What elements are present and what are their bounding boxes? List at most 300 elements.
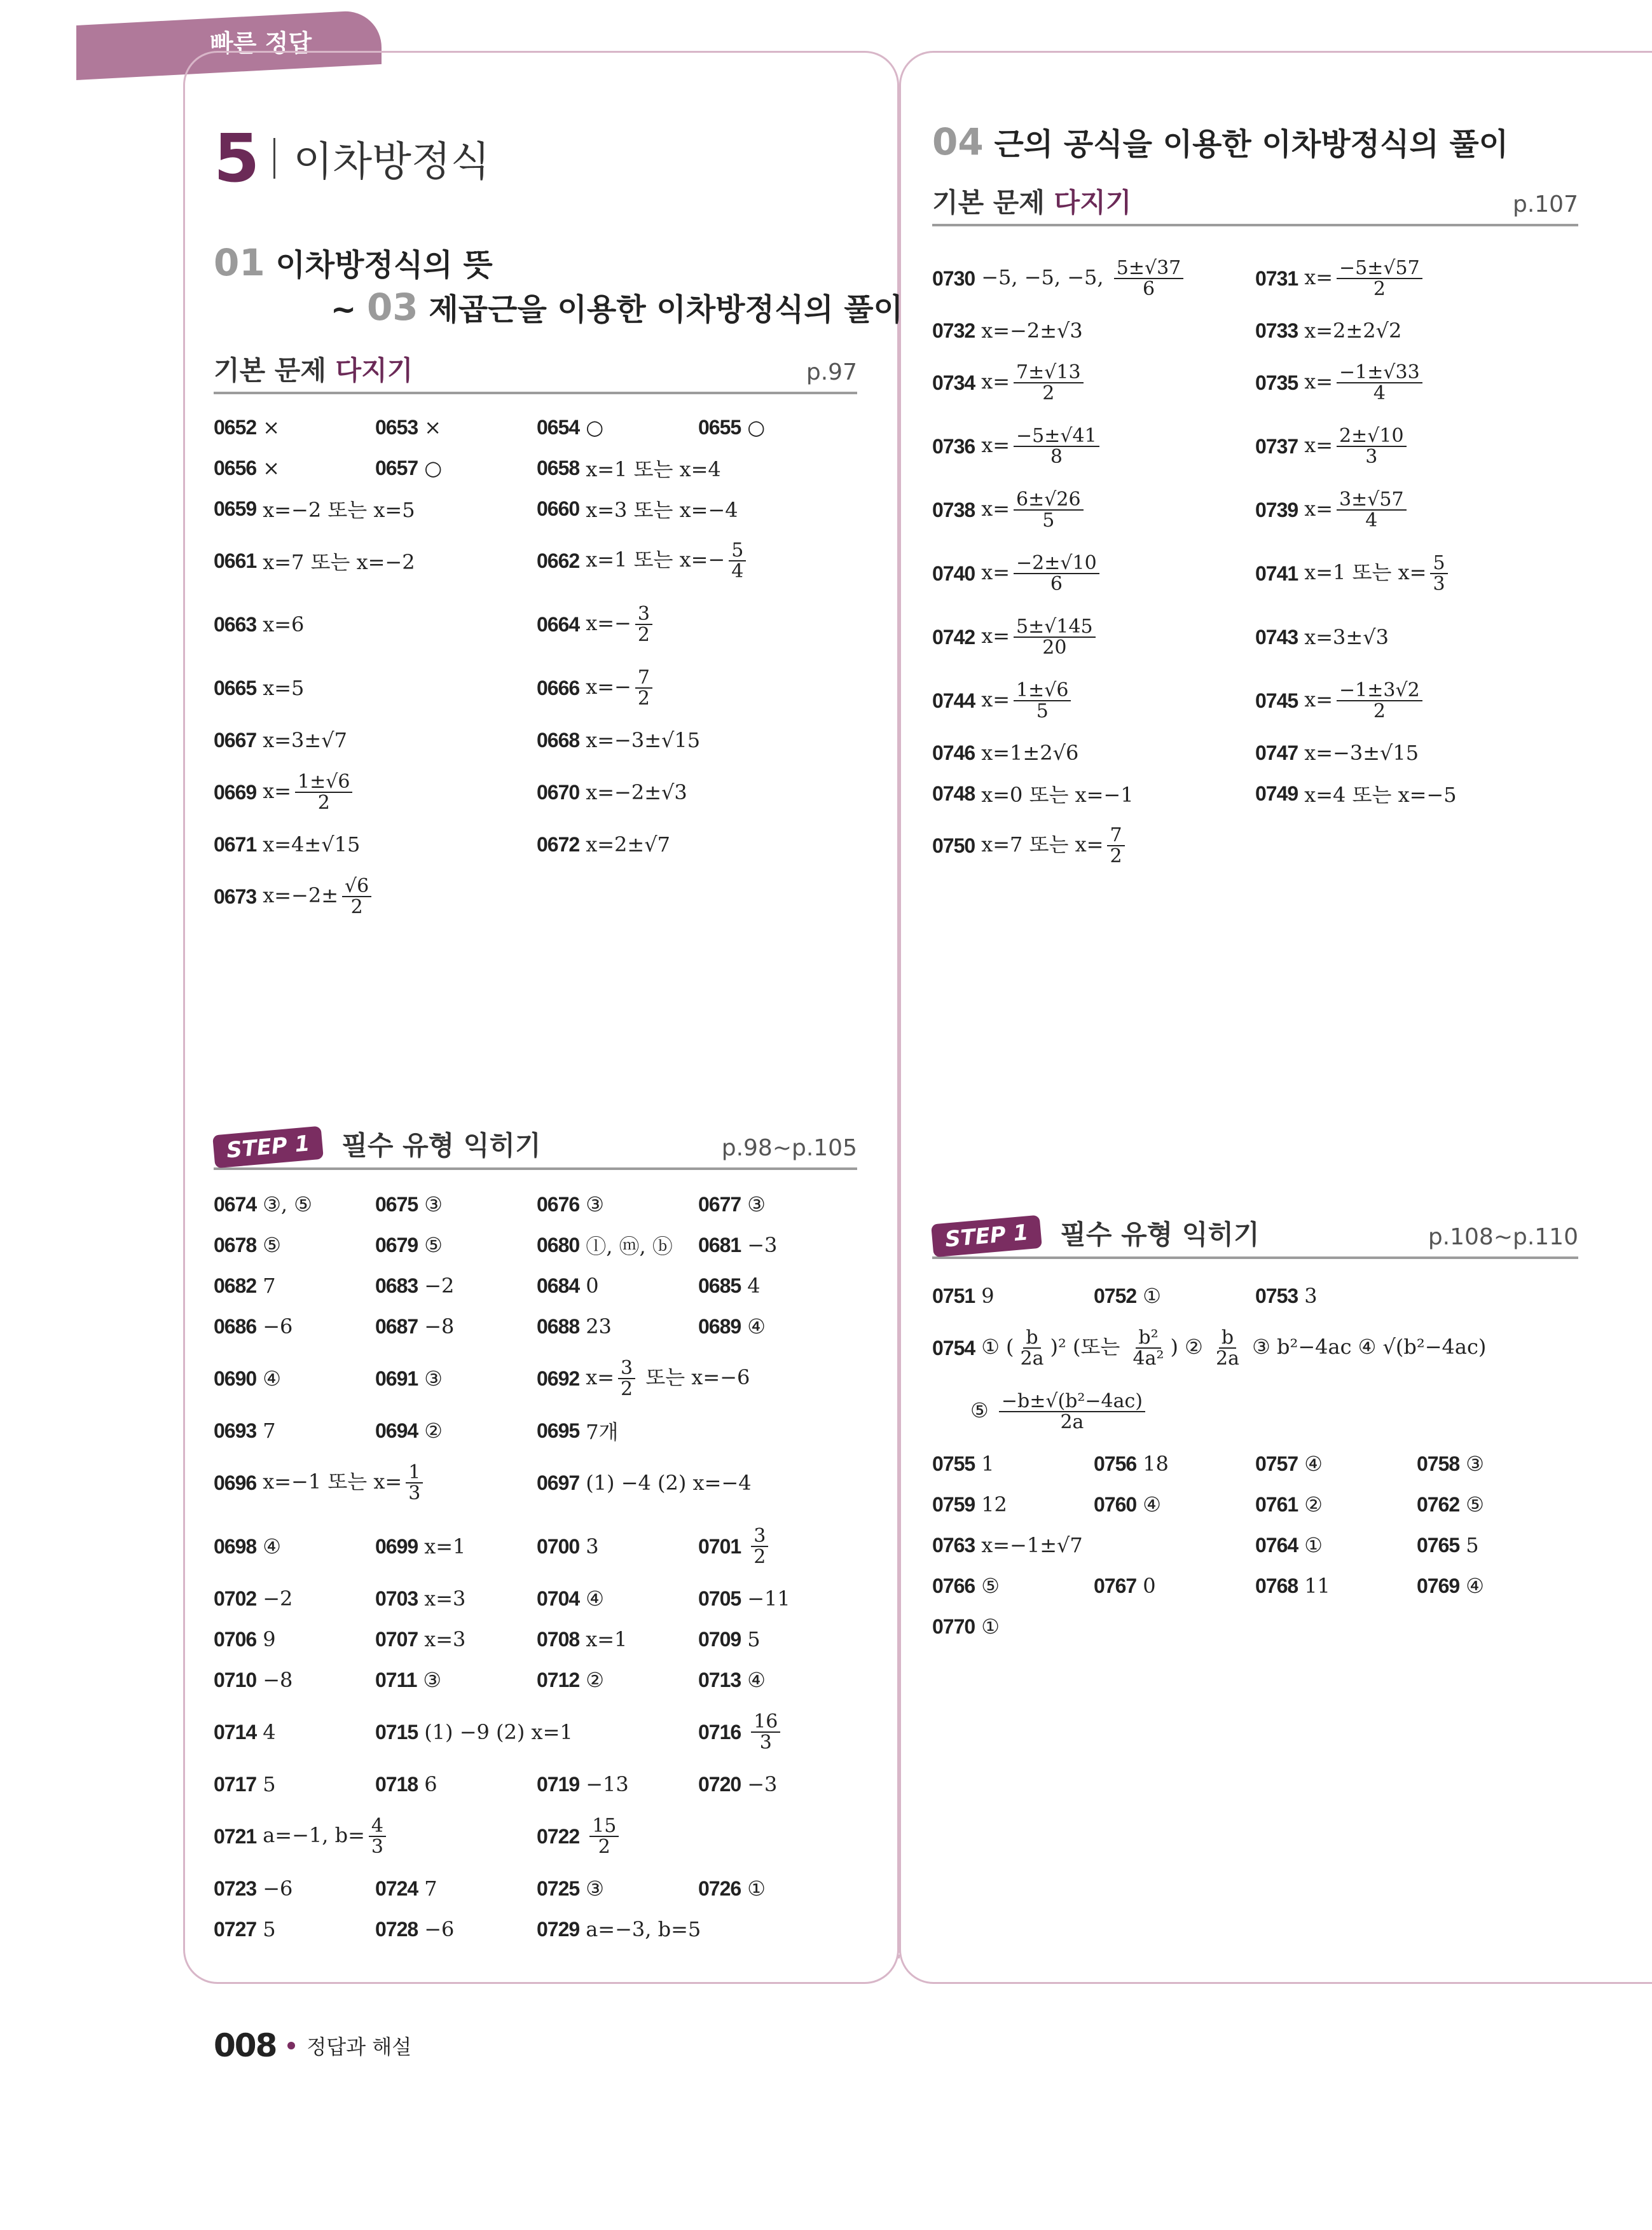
answer-value: x=1 또는 x= $\frac{5}{3}$ [1304,553,1451,595]
answer-item [537,1451,752,1515]
problem-number: 0661 [214,549,257,572]
problem-number: 0720 [698,1772,741,1796]
problem-number: 0667 [214,728,257,752]
answer-item [375,1700,573,1764]
answer-value: ④ [586,1586,604,1611]
problem-number: 0688 [537,1314,580,1338]
answer-item [375,1909,454,1950]
answer-value: 5 [1466,1533,1479,1557]
answer-item [375,1306,454,1347]
answer-item [214,1515,281,1578]
answer-value: ○ [586,415,604,439]
answer-value: 3 [1304,1284,1318,1308]
problem-number: 0654 [537,415,580,439]
problem-number: 0701 [698,1534,741,1558]
answer-value: ⑤ [1466,1492,1484,1517]
answer-grid-step1-left [214,1184,857,1950]
problem-number: 0754 [932,1336,975,1359]
answer-value: x=−3±√15 [586,728,701,752]
problem-number: 0728 [375,1917,418,1941]
problem-number: 0770 [932,1614,975,1638]
answer-value: 5 [747,1627,761,1651]
problem-number: 0668 [537,728,580,752]
answer-value: x=1 또는 x=4 [586,457,721,481]
problem-number: 0683 [375,1274,418,1297]
problem-number: 0764 [1255,1533,1298,1557]
answer-value: −2 [263,1586,293,1611]
answer-value: a=−1, b= $\frac{4}{3}$ [263,1816,390,1857]
answer-value: x=2±√7 [586,832,670,857]
problem-number: 0741 [1255,561,1298,585]
answer-item [537,1764,629,1805]
answer-item [932,542,1103,605]
answer-value: x= $\frac{-5\pm√57}{2}$ [1304,258,1426,299]
answer-item [537,1225,673,1265]
problem-number: 0671 [214,832,257,856]
problem-number: 0713 [698,1668,741,1691]
answer-value: −8 [263,1668,293,1692]
answer-value: ③ [1466,1452,1484,1476]
answer-value: a=−3, b=5 [586,1917,701,1941]
step1-bar-right [932,1195,1578,1259]
problem-number: 0710 [214,1668,257,1691]
problem-number: 0660 [537,497,580,520]
problem-number: 0689 [698,1314,741,1338]
section-number: 04 [932,120,984,163]
problem-number: 0685 [698,1274,741,1297]
answer-value: x= $\frac{-5\pm√41}{8}$ [981,426,1103,467]
answer-value: x=4±√15 [263,832,361,857]
answer-value: x=2±2√2 [1304,319,1402,343]
answer-item [537,1410,618,1451]
bullet-icon [287,2042,295,2049]
problem-number: 0681 [698,1233,741,1256]
answer-item [932,814,1129,878]
answer-item [1255,1525,1323,1566]
answer-item [375,1515,465,1578]
answer-value: 7 [424,1876,437,1901]
problem-number: 0730 [932,266,975,290]
answer-value: ① [747,1876,766,1901]
answer-value: −8 [424,1314,455,1339]
answer-value: ⓛ, ⓜ, ⓑ [586,1234,673,1258]
answer-value: x=1±2√6 [981,741,1079,765]
answer-value: x=3±√7 [263,728,347,752]
problem-number: 0736 [932,434,975,458]
page-ref: p.98~p.105 [721,1135,857,1161]
answer-value: −5, −5, −5, $\frac{5\pm√37}{6}$ [981,258,1187,299]
answer-item [537,529,750,593]
answer-value: x=5 [263,676,305,700]
answer-item [214,656,304,720]
answer-item [214,865,375,928]
problem-number: 0662 [537,549,580,572]
answer-item [214,1451,427,1515]
answer-value: x=3 [424,1586,466,1611]
answer-item [214,1660,293,1700]
step-badge: STEP 1 [931,1215,1042,1258]
answer-item [698,1265,761,1306]
answer-item [375,1619,465,1660]
answer-value: 9 [981,1284,995,1308]
problem-number: 0707 [375,1627,418,1651]
answer-value: x=1 또는 x=− $\frac{5}{4}$ [586,540,750,582]
answer-value: −6 [424,1917,455,1941]
problem-number: 0752 [1094,1284,1137,1307]
problem-number: 0769 [1417,1574,1460,1597]
problem-number: 0663 [214,612,257,636]
answer-item [375,1225,443,1265]
answer-item [1094,1566,1156,1606]
answer-value: ③ [424,1366,443,1391]
problem-number: 0746 [932,741,975,764]
answer-value: ② [424,1419,443,1443]
problem-number: 0665 [214,676,257,699]
problem-number: 0751 [932,1284,975,1307]
answer-item [932,1276,995,1316]
problem-number: 0653 [375,415,418,439]
answer-value: ③ [423,1668,442,1692]
answer-item [375,1578,465,1619]
problem-number: 0709 [698,1627,741,1651]
answer-item [214,1306,293,1347]
answer-value: x=7 또는 x= $\frac{7}{2}$ [981,825,1128,867]
bar-title: STEP 1 필수 유형 익히기 [932,1214,1260,1253]
chapter-divider [273,138,275,179]
footer-label: 정답과 해설 [306,2035,412,2059]
answer-item [1255,247,1426,310]
answer-grid-step1-right [932,1276,1578,1647]
answer-value: $\frac{16}{3}$ [747,1712,784,1753]
chapter-number: 5 [214,120,260,197]
answer-value: −2 [424,1274,455,1298]
answer-value: x=−2 또는 x=5 [263,498,415,522]
problem-number: 0711 [375,1668,417,1691]
answer-value: 4 [747,1274,761,1298]
answer-value: 23 [586,1314,612,1339]
problem-number: 0748 [932,781,975,805]
answer-item [375,407,441,448]
chapter-heading [214,120,490,197]
problem-number: 0723 [214,1876,257,1900]
answer-item [1094,1276,1161,1316]
answer-item [932,1566,1000,1606]
answer-item [1255,542,1452,605]
answer-item [537,1868,604,1909]
problem-number: 0717 [214,1772,257,1796]
answer-item [932,1606,1000,1647]
problem-number: 0708 [537,1627,580,1651]
answer-item [375,1764,437,1805]
answer-item [698,1184,766,1225]
answer-item [214,761,356,824]
problem-number: 0722 [537,1824,580,1848]
problem-number: 0715 [375,1720,418,1744]
answer-item [537,1619,627,1660]
problem-number: 0691 [375,1366,418,1390]
answer-item [214,1805,390,1868]
problem-number: 0706 [214,1627,257,1651]
answer-item [537,593,656,656]
answer-item [537,448,721,488]
answer-value: 12 [981,1492,1007,1517]
answer-value: x= $\frac{1\pm√6}{2}$ [263,772,356,813]
answer-item [375,1265,454,1306]
answer-item [214,407,280,448]
answer-item [537,1265,599,1306]
answer-item [214,1700,276,1764]
problem-number: 0724 [375,1876,418,1900]
answer-item [214,1578,293,1619]
answer-value: ⑤ [981,1574,1000,1598]
problem-number: 0766 [932,1574,975,1597]
answer-value: x=3±√3 [1304,625,1389,649]
problem-number: 0749 [1255,781,1298,805]
answer-value: −3 [747,1233,778,1257]
answer-value: 7 [263,1419,276,1443]
answer-item [932,351,1087,415]
answer-value: x=− $\frac{7}{2}$ [586,668,656,709]
answer-value: ○ [747,415,766,439]
answer-value: (1) −9 (2) x=1 [424,1720,573,1744]
answer-item [214,1265,276,1306]
answer-value: 0 [1143,1574,1156,1598]
answer-value: 7개 [586,1420,619,1444]
problem-number: 0762 [1417,1492,1460,1516]
problem-number: 0729 [537,1917,580,1941]
answer-item [537,1578,604,1619]
answer-item [1255,669,1426,733]
answer-value: x= $\frac{-1\pm 3√2}{2}$ [1304,680,1426,722]
section-title: 근의 공식을 이용한 이차방정식의 풀이 [994,127,1509,162]
problem-number: 0686 [214,1314,257,1338]
problem-number: 0680 [537,1233,580,1256]
section-heading-03 [331,285,903,329]
bar-title: STEP 1 필수 유형 익히기 [214,1125,541,1164]
answer-value: ⑤ $\frac{\text{−b±√(b²−4ac)}}{2a}$ [970,1391,1149,1433]
problem-number: 0675 [375,1192,418,1216]
answer-value: −3 [747,1772,778,1796]
answer-item [932,415,1103,478]
problem-number: 0756 [1094,1452,1137,1475]
problem-number: 0732 [932,319,975,342]
problem-number: 0664 [537,612,580,636]
basic-problems-bar-right [932,163,1578,226]
answer-value: ③ [586,1192,604,1216]
problem-number: 0684 [537,1274,580,1297]
answer-item [1417,1443,1484,1484]
answer-item [1255,478,1410,542]
problem-number: 0760 [1094,1492,1137,1516]
answer-value: × [263,415,280,439]
problem-number: 0703 [375,1586,418,1610]
answer-value: −6 [263,1876,293,1901]
answer-value: 4 [263,1720,276,1744]
answer-item [214,1909,276,1950]
problem-number: 0674 [214,1192,257,1216]
problem-number: 0714 [214,1720,257,1744]
problem-number: 0712 [537,1668,580,1691]
problem-number: 0744 [932,689,975,712]
answer-value: x=−2±√3 [586,780,687,804]
answer-item [932,310,1083,351]
answer-item [214,1347,281,1410]
problem-number: 0719 [537,1772,580,1796]
answer-value: ① ( $\frac{b}{2a}$ )² (또는 $\frac{\text{b²}}{\text{4a²}}$ ) ② $\frac{b}{2a}$ ③ b²−4ac ④ √(b²−4ac) [981,1326,1487,1370]
problem-number: 0679 [375,1233,418,1256]
problem-number: 0743 [1255,625,1298,649]
answer-item [698,1868,766,1909]
problem-number: 0705 [698,1586,741,1610]
answer-value: x=−3±√15 [1304,741,1419,765]
answer-item [537,720,700,761]
answer-item [537,1347,750,1410]
answer-value: ④ [747,1668,766,1692]
problem-number: 0761 [1255,1492,1298,1516]
answer-value: x=− $\frac{3}{2}$ [586,604,656,645]
answer-value: ③ [747,1192,766,1216]
answer-grid-basic-right [932,247,1578,878]
page-ref: p.107 [1512,191,1578,217]
answer-item [537,656,656,720]
answer-item [214,1225,281,1265]
answer-value: x= $\frac{-1\pm√33}{4}$ [1304,362,1426,404]
answer-item [214,720,347,761]
problem-number: 0697 [537,1471,580,1494]
problem-number: 0745 [1255,689,1298,712]
answer-value: ④ [1143,1492,1161,1517]
problem-number: 0677 [698,1192,741,1216]
answer-value: 5 [263,1772,276,1796]
answer-item [214,488,415,529]
answer-item [214,1410,276,1451]
answer-value: × [263,456,280,480]
problem-number: 0673 [214,884,257,908]
answer-value: $\frac{15}{2}$ [586,1816,623,1857]
bar-title: 기본 문제 다지기 [214,355,413,386]
answer-item [1255,310,1401,351]
answer-item [375,1868,437,1909]
answer-value: (1) −4 (2) x=−4 [586,1471,752,1495]
answer-value: 5 [263,1917,276,1941]
answer-value: 1 [981,1452,995,1476]
answer-value: 6 [424,1772,437,1796]
answer-value: x=7 또는 x=−2 [263,550,415,574]
footer [214,2027,411,2064]
problem-number: 0659 [214,497,257,520]
problem-number: 0666 [537,676,580,699]
answer-value: −11 [747,1586,790,1611]
problem-number: 0733 [1255,319,1298,342]
answer-value: −6 [263,1314,293,1339]
problem-number: 0656 [214,456,257,479]
answer-value: ② [586,1668,604,1692]
answer-item [932,247,1187,310]
answer-value: ⑤ [263,1233,281,1257]
answer-value: ④ [747,1314,766,1339]
problem-number: 0750 [932,834,975,857]
problem-number: 0737 [1255,434,1298,458]
problem-number: 0731 [1255,266,1298,290]
answer-item [537,761,687,824]
answer-value: x=3 [424,1627,466,1651]
answer-item [932,478,1087,542]
section-number: 01 [214,241,265,284]
answer-item [698,1306,766,1347]
answer-value: x=−1±√7 [981,1533,1083,1557]
problem-number: 0672 [537,832,580,856]
answer-value: x=−1 또는 x= $\frac{1}{3}$ [263,1463,427,1504]
answer-value: −13 [586,1772,629,1796]
answer-item [932,733,1078,773]
answer-value: 3 [586,1534,599,1559]
problem-number: 0738 [932,498,975,521]
answer-item [1255,1443,1323,1484]
answer-value: 0 [586,1274,599,1298]
answer-value: x= $\frac{5\pm√145}{20}$ [981,617,1099,658]
answer-item [698,1660,766,1700]
problem-number: 0727 [214,1917,257,1941]
problem-number: 0695 [537,1419,580,1442]
answer-item [537,1306,612,1347]
answer-item [698,1764,777,1805]
answer-item [1255,605,1389,669]
answer-value: x=1 [586,1627,628,1651]
answer-item [214,593,304,656]
problem-number: 0765 [1417,1533,1460,1557]
answer-value: x=−2± $\frac{√6}{2}$ [263,876,375,918]
problem-number: 0734 [932,371,975,394]
answer-value: x= $\frac{3\pm√57}{4}$ [1304,490,1410,531]
page-number: 008 [214,2027,277,2064]
problem-number: 0747 [1255,741,1298,764]
problem-number: 0694 [375,1419,418,1442]
problem-number: 0768 [1255,1574,1298,1597]
answer-item [698,1700,784,1764]
answer-value: ④ [1466,1574,1484,1598]
answer-item [1255,1566,1330,1606]
problem-number: 0757 [1255,1452,1298,1475]
answer-item [932,669,1075,733]
section-title: 제곱근을 이용한 이차방정식의 풀이 [429,292,904,327]
problem-number: 0692 [537,1366,580,1390]
problem-number: 0690 [214,1366,257,1390]
problem-number: 0740 [932,561,975,585]
problem-number: 0763 [932,1533,975,1557]
answer-value: x=0 또는 x=−1 [981,783,1134,807]
answer-item [698,1619,761,1660]
problem-number: 0655 [698,415,741,439]
tilde: ~ [331,292,357,327]
answer-item [375,448,442,488]
problem-number: 0678 [214,1233,257,1256]
problem-number: 0755 [932,1452,975,1475]
answer-value: ④ [263,1534,281,1559]
answer-item [375,1184,443,1225]
answer-item [214,1868,293,1909]
problem-number: 0698 [214,1534,257,1558]
answer-value: x= $\frac{3}{2}$ 또는 x=−6 [586,1356,750,1400]
answer-value: x=4 또는 x=−5 [1304,783,1457,807]
page-ref: p.108~p.110 [1428,1224,1578,1250]
answer-value: x= $\frac{2\pm√10}{3}$ [1304,426,1410,467]
answer-item [698,1578,790,1619]
answer-item [932,773,1134,814]
chapter-title: 이차방정식 [293,139,490,186]
problem-number: 0704 [537,1586,580,1610]
answer-value: x=−2±√3 [981,319,1083,343]
problem-number: 0696 [214,1471,257,1494]
